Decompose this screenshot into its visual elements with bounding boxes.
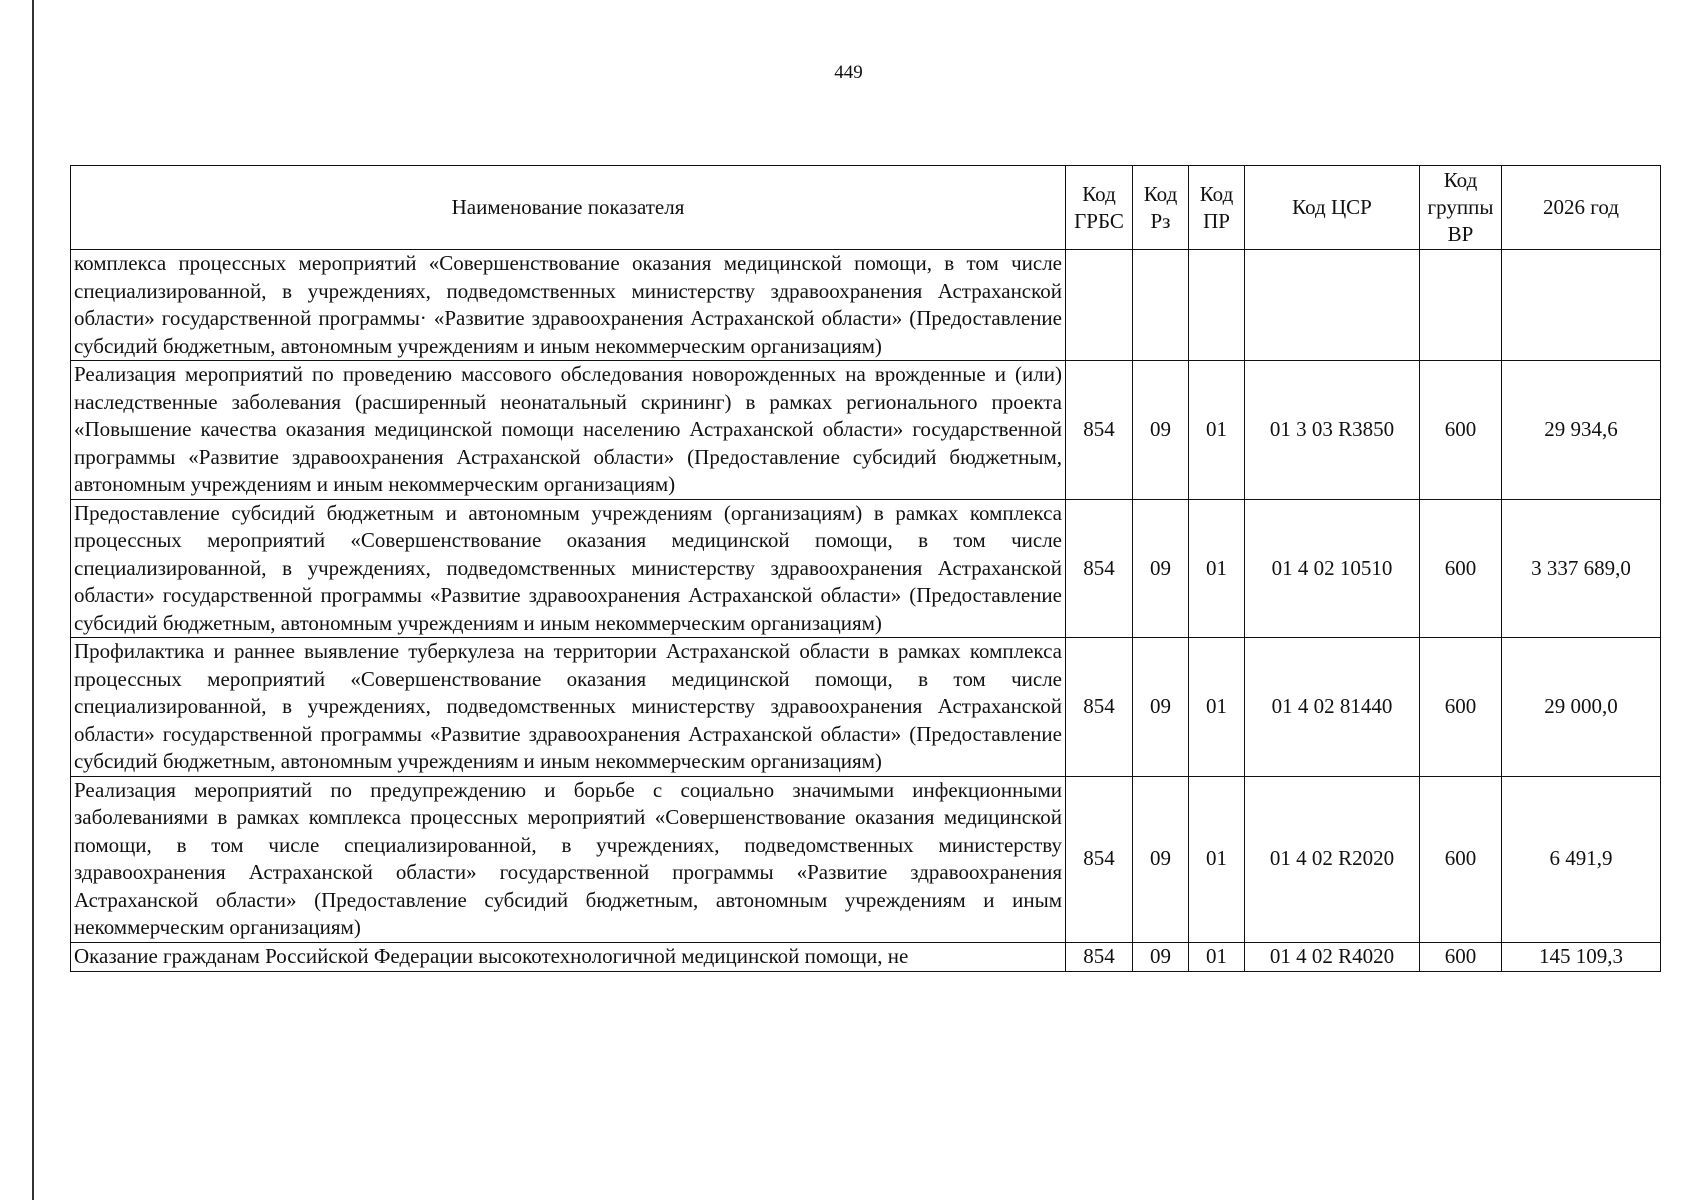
- row-name-cell: Реализация мероприятий по проведению массового обследования новорожденных на врожденные и (или) наследственные заболевания (расширенный неонатальный скрининг) в рамках регионального проекта «Повышение качества оказания медицинской помощи населению Астраханской области» государственной программы «Развитие здравоохранения Астраханской области» (Предоставление субсидий бюджетным, автономным учреждениям и иным некоммерческим организациям): [71, 361, 1066, 500]
- column-header-year: 2026 год: [1502, 166, 1661, 250]
- row-amount-cell: 29 000,0: [1502, 638, 1661, 777]
- row-amount-cell: 145 109,3: [1502, 942, 1661, 971]
- row-pr-cell: 01: [1189, 776, 1245, 942]
- page-number: 449: [834, 62, 863, 83]
- column-header-rz: Код Рз: [1133, 166, 1189, 250]
- row-pr-cell: 01: [1189, 942, 1245, 971]
- row-pr-cell: 01: [1189, 638, 1245, 777]
- column-header-pr: Код ПР: [1189, 166, 1245, 250]
- row-pr-cell: 01: [1189, 361, 1245, 500]
- table-row: [71, 361, 1661, 500]
- row-amount-cell: 29 934,6: [1502, 361, 1661, 500]
- budget-table: [70, 165, 1661, 972]
- row-name-cell: комплекса процессных мероприятий «Совершенствование оказания медицинской помощи, в том числе специализированной, в учреждениях, подведомственных министерству здравоохранения Астраханской области» государственной программы· «Развитие здравоохранения Астраханской области» (Предоставление субсидий бюджетным, автономным учреждениям и иным некоммерческим организациям): [71, 250, 1066, 361]
- row-pr-cell: [1189, 250, 1245, 361]
- table-row: [71, 942, 1661, 971]
- binding-edge-line: [32, 0, 34, 1200]
- row-vr-cell: 600: [1420, 942, 1502, 971]
- row-vr-cell: 600: [1420, 361, 1502, 500]
- row-name-cell: Оказание гражданам Российской Федерации высокотехнологичной медицинской помощи, не: [71, 942, 1066, 971]
- row-csr-cell: 01 4 02 R2020: [1245, 776, 1420, 942]
- row-vr-cell: 600: [1420, 499, 1502, 638]
- row-vr-cell: 600: [1420, 776, 1502, 942]
- row-amount-cell: 6 491,9: [1502, 776, 1661, 942]
- row-rz-cell: 09: [1133, 499, 1189, 638]
- row-csr-cell: 01 4 02 10510: [1245, 499, 1420, 638]
- row-csr-cell: 01 3 03 R3850: [1245, 361, 1420, 500]
- row-rz-cell: [1133, 250, 1189, 361]
- row-csr-cell: 01 4 02 81440: [1245, 638, 1420, 777]
- row-name-cell: Предоставление субсидий бюджетным и автономным учреждениям (организациям) в рамках комплекса процессных мероприятий «Совершенствование оказания медицинской помощи, в том числе специализированной, в учреждениях, подведомственных министерству здравоохранения Астраханской области» государственной программы «Развитие здравоохранения Астраханской области» (Предоставление субсидий бюджетным, автономным учреждениям и иным некоммерческим организациям): [71, 499, 1066, 638]
- row-amount-cell: 3 337 689,0: [1502, 499, 1661, 638]
- table-row: [71, 499, 1661, 638]
- row-rz-cell: 09: [1133, 776, 1189, 942]
- row-grbs-cell: [1066, 250, 1133, 361]
- row-grbs-cell: 854: [1066, 361, 1133, 500]
- row-name-cell: Реализация мероприятий по предупреждению и борьбе с социально значимыми инфекционными заболеваниями в рамках комплекса процессных мероприятий «Совершенствование оказания медицинской помощи, в том числе специализированной, в учреждениях, подведомственных министерству здравоохранения Астраханской области» государственной программы «Развитие здравоохранения Астраханской области» (Предоставление субсидий бюджетным, автономным учреждениям и иным некоммерческим организациям): [71, 776, 1066, 942]
- row-rz-cell: 09: [1133, 638, 1189, 777]
- row-csr-cell: 01 4 02 R4020: [1245, 942, 1420, 971]
- table-row: [71, 776, 1661, 942]
- table-header-row: [71, 166, 1661, 250]
- row-rz-cell: 09: [1133, 942, 1189, 971]
- row-amount-cell: [1502, 250, 1661, 361]
- row-pr-cell: 01: [1189, 499, 1245, 638]
- column-header-csr: Код ЦСР: [1245, 166, 1420, 250]
- column-header-vr: Код группы ВР: [1420, 166, 1502, 250]
- row-grbs-cell: 854: [1066, 638, 1133, 777]
- row-rz-cell: 09: [1133, 361, 1189, 500]
- row-vr-cell: [1420, 250, 1502, 361]
- row-name-cell: Профилактика и раннее выявление туберкулеза на территории Астраханской области в рамках комплекса процессных мероприятий «Совершенствование оказания медицинской помощи, в том числе специализированной, в учреждениях, подведомственных министерству здравоохранения Астраханской области» государственной программы «Развитие здравоохранения Астраханской области» (Предоставление субсидий бюджетным, автономным учреждениям и иным некоммерческим организациям): [71, 638, 1066, 777]
- row-vr-cell: 600: [1420, 638, 1502, 777]
- table-row: [71, 250, 1661, 361]
- column-header-name: Наименование показателя: [71, 166, 1066, 250]
- row-grbs-cell: 854: [1066, 942, 1133, 971]
- table-row: [71, 638, 1661, 777]
- row-grbs-cell: 854: [1066, 499, 1133, 638]
- row-grbs-cell: 854: [1066, 776, 1133, 942]
- column-header-grbs: Код ГРБС: [1066, 166, 1133, 250]
- row-csr-cell: [1245, 250, 1420, 361]
